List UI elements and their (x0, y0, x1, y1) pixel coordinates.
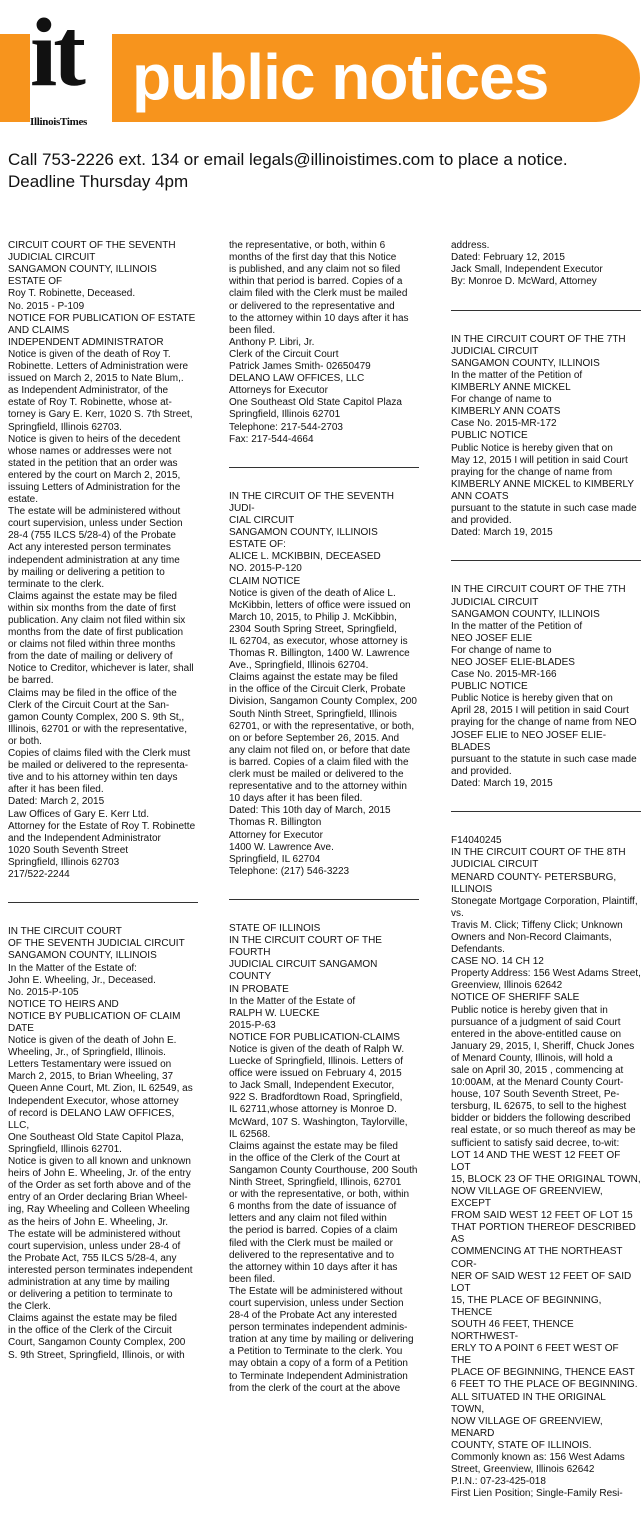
contact-line: Call 753-2226 ext. 134 or email legals@illinoistimes.com to place a notice. (8, 150, 568, 169)
notice-sheriff-sale: F14040245 IN THE CIRCUIT COURT OF THE 8TH JUDICIAL CIRCUIT MENARD COUNTY- PETERSBURG, ILLINOIS Stonegate Mortgage Corporation, Plaintiff, vs. Travis M. Click; Tiffeny Click; Unknown Owners and Non-Record Claimants, Defendants. CASE NO. 14 CH 12 Property Address: 156 West Adams Street, Greenview, Illinois 62642 NOTICE OF SHERIFF SALE Public notice is hereby given that in pursuance of a judgment of said Court entered in the above-entitled cause on January 29, 2015, I, Sheriff, Chuck Jones of Menard County, Illinois, will hold a sale on April 30, 2015 , commencing at 10:00AM, at the Menard County Court- house, 107 South Seventh Street, Pe- tersburg, IL 62675, to sell to the highest bidder or bidders the following described real estate, or so much thereof as may be sufficient to satisfy said decree, to-wit: LOT 14 AND THE WEST 12 FEET OF LOT 15, BLOCK 23 OF THE ORIGINAL TOWN, NOW VILLAGE OF GREENVIEW, EXCEPT FROM SAID WEST 12 FEET OF LOT 15 THAT PORTION THEREOF DESCRIBED AS COMMENCING AT THE NORTHEAST COR- NER OF SAID WEST 12 FEET OF SAID LOT 15, THE PLACE OF BEGINNING, THENCE SOUTH 46 FEET, THENCE NORTHWEST- ERLY TO A POINT 6 FEET WEST OF THE PLACE OF BEGINNING, THENCE EAST 6 FEET TO THE PLACE OF BEGINNING. ALL SITUATED IN THE ORIGINAL TOWN, NOW VILLAGE OF GREENVIEW, MENARD COUNTY, STATE OF ILLINOIS. Commonly known as: 156 West Adams Street, Greenview, Illinois 62642 P.I.N.: 07-23-425-018 First Lien Position; Single-Family Resi- (451, 835, 641, 1500)
contact-info (8, 149, 638, 193)
divider (451, 310, 641, 311)
divider (451, 560, 641, 561)
divider (229, 467, 419, 468)
notices-column-2 (229, 228, 419, 1407)
notice-wheeling-continued: the representative, or both, within 6 months of the first day that this Notice is published, and any claim not so filed within that period is barred. Copies of a claim filed with the Clerk must be mailed or delivered to the representative and to the attorney within 10 days after it has been filed. Anthony P. Libri, Jr. Clerk of the Circuit Court Patrick James Smith- 02650479 DELANO LAW OFFICES, LLC Attorneys for Executor One Southeast Old State Capitol Plaza Springfield, Illinois 62701 Telephone: 217-544-2703 Fax: 217-544-4664 (229, 240, 409, 445)
illinois-times-logo[interactable] (30, 0, 102, 128)
notice-mckibbin-estate: IN THE CIRCUIT OF THE SEVENTH JUDI- CIAL CIRCUIT SANGAMON COUNTY, ILLINOIS ESTATE OF: ALICE L. MCKIBBIN, DECEASED NO. 2015-P-120 CLAIM NOTICE Notice is given of the death of Alice L. McKibbin, letters of office were issued on March 10, 2015, to Philip J. McKibbin, 2304 South Spring Street, Springfield, IL 62704, as executor, whose attorney is Thomas R. Billington, 1400 W. Lawrence Ave., Springfield, Illinois 62704. Claims against the estate may be filed in the office of the Circuit Clerk, Probate Division, Sangamon County Complex, 200 South Ninth Street, Springfield, Illinois 62701, or with the representative, or both, on or before September 26, 2015. And any claim not filed on, or before that date is barred. Copies of a claim filed with the clerk must be mailed or delivered to the representative and to the attorney within 10 days after it has been filed. Dated: This 10th day of March, 2015 Thomas R. Billington Attorney for Executor 1400 W. Lawrence Ave. Springfield, IL 62704 Telephone: (217) 546-3223 (229, 490, 417, 877)
divider (451, 811, 641, 812)
notice-wheeling-estate: IN THE CIRCUIT COURT OF THE SEVENTH JUDICIAL CIRCUIT SANGAMON COUNTY, ILLINOIS In the Matter of the Estate of: John E. Wheeling, Jr., Deceased. No. 2015-P-105 NOTICE TO HEIRS AND NOTICE BY PUBLICATION OF CLAIM DATE Notice is given of the death of John E. Wheeling, Jr., of Springfield, Illinois. Letters Testamentary were issued on March 2, 2015, to Brian Wheeling, 37 Queen Anne Court, Mt. Zion, IL 62549, as Independent Executor, whose attorney of record is DELANO LAW OFFICES, LLC, One Southeast Old State Capitol Plaza, Springfield, Illinois 62701. Notice is given to all known and unknown heirs of John E. Wheeling, Jr. of the entry of the Order as set forth above and of the entry of an Order declaring Brian Wheel- ing, Ray Wheeling and Colleen Wheeling as the heirs of John E. Wheeling, Jr. The estate will be administered without court supervision, unless under 28-4 of the Probate Act, 755 ILCS 5/28-4, any interested person terminates independent administration at any time by mailing or delivering a petition to terminate to the Clerk. Claims against the estate may be filed in the office of the Clerk of the Circuit Court, Sangamon County Complex, 200 S. 9th Street, Springfield, Illinois, or with (8, 926, 193, 1361)
logo-mark: it (30, 0, 82, 107)
notice-mickel-name-change: IN THE CIRCUIT COURT OF THE 7TH JUDICIAL CIRCUIT SANGAMON COUNTY, ILLINOIS In the matter of the Petition of KIMBERLY ANNE MICKEL For change of name to KIMBERLY ANN COATS Case No. 2015-MR-172 PUBLIC NOTICE Public Notice is hereby given that on May 12, 2015 I will petition in said Court praying for the change of name from KIMBERLY ANNE MICKEL to KIMBERLY ANN COATS pursuant to the statute in such case made and provided. Dated: March 19, 2015 (451, 333, 637, 539)
notice-luecke-continued: address. Dated: February 12, 2015 Jack Small, Independent Executor By: Monroe D. McWard, Attorney (451, 240, 603, 288)
section-title: public notices (132, 41, 549, 113)
masthead (0, 0, 643, 140)
logo-name: IllinoisTimes (30, 116, 88, 128)
divider (8, 902, 198, 903)
notice-luecke-estate: STATE OF ILLINOIS IN THE CIRCUIT COURT OF THE FOURTH JUDICIAL CIRCUIT SANGAMON COUNTY IN PROBATE In the Matter of the Estate of RALPH W. LUECKE 2015-P-63 NOTICE FOR PUBLICATION-CLAIMS Notice is given of the death of Ralph W. Luecke of Springfield, Illinois. Letters of office were issued on February 4, 2015 to Jack Small, Independent Executor, 922 S. Bradfordtown Road, Springfield, IL 62711,whose attorney is Monroe D. McWard, 107 S. Washington, Taylorville, IL 62568. Claims against the estate may be filed in the office of the Clerk of the Court at Sangamon County Courthouse, 200 South Ninth Street, Springfield, Illinois, 62701 or with the representative, or both, within 6 months from the date of issuance of letters and any claim not filed within the period is barred. Copies of a claim filed with the Clerk must be mailed or delivered to the representative and to the attorney within 10 days after it has been filed. The Estate will be administered without court supervision, unless under Section 28-4 of the Probate Act any interested person terminates independent adminis- tration at any time by mailing or delivering a Petition to Terminate to the clerk. You may obtain a copy of a form of a Petition to Terminate Independent Administration from the clerk of the court at the above (229, 923, 418, 1394)
deadline-line: Deadline Thursday 4pm (8, 172, 189, 191)
notice-robinette-estate: CIRCUIT COURT OF THE SEVENTH JUDICIAL CIRCUIT SANGAMON COUNTY, ILLINOIS ESTATE OF Roy T. Robinette, Deceased. No. 2015 - P-109 NOTICE FOR PUBLICATION OF ESTATE AND CLAIMS INDEPENDENT ADMINISTRATOR Notice is given of the death of Roy T. Robinette. Letters of Administration were issued on March 2, 2015 to Nate Blum,. as Independent Administrator, of the estate of Roy T. Robinette, whose at- torney is Gary E. Kerr, 1020 S. 7th Street, Springfield, Illinois 62703. Notice is given to heirs of the decedent whose names or addresses were not stated in the petition that an order was entered by the court on March 2, 2015, issuing Letters of Administration for the estate. The estate will be administered without court supervision, unless under Section 28-4 (755 ILCS 5/28-4) of the Probate Act any interested person terminates independent administration at any time by mailing or delivering a petition to terminate to the clerk. Claims against the estate may be filed within six months from the date of first publication. Any claim not filed within six months from the date of first publication or claims not filed within three months from the date of mailing or delivery of Notice to Creditor, whichever is later, shall be barred. Claims may be filed in the office of the Clerk of the Circuit Court at the San- gamon County Complex, 200 S. 9th St,, Illinois, 62701 or with the representative, or both. Copies of claims filed with the Clerk must be mailed or delivered to the representa- tive and to his attorney within ten days after it has been filed. Dated: March 2, 2015 Law Offices of Gary E. Kerr Ltd. Attorney for the Estate of Roy T. Robinette and the Independent Administrator 1020 South Seventh Street Springfield, Illinois 62703 217/522-2244 (8, 240, 196, 880)
notices-column-3 (451, 228, 641, 1512)
notices-column-1 (8, 228, 198, 1374)
banner-accent-left (0, 34, 30, 122)
notice-elie-name-change: IN THE CIRCUIT COURT OF THE 7TH JUDICIAL CIRCUIT SANGAMON COUNTY, ILLINOIS In the matter of the Petition of NEO JOSEF ELIE For change of name to NEO JOSEF ELIE-BLADES Case No. 2015-MR-166 PUBLIC NOTICE Public Notice is hereby given that on April 28, 2015 I will petition in said Court praying for the change of name from NEO JOSEF ELIE to NEO JOSEF ELIE-BLADES pursuant to the statute in such case made and provided. Dated: March 19, 2015 (451, 584, 637, 789)
divider (229, 899, 419, 900)
